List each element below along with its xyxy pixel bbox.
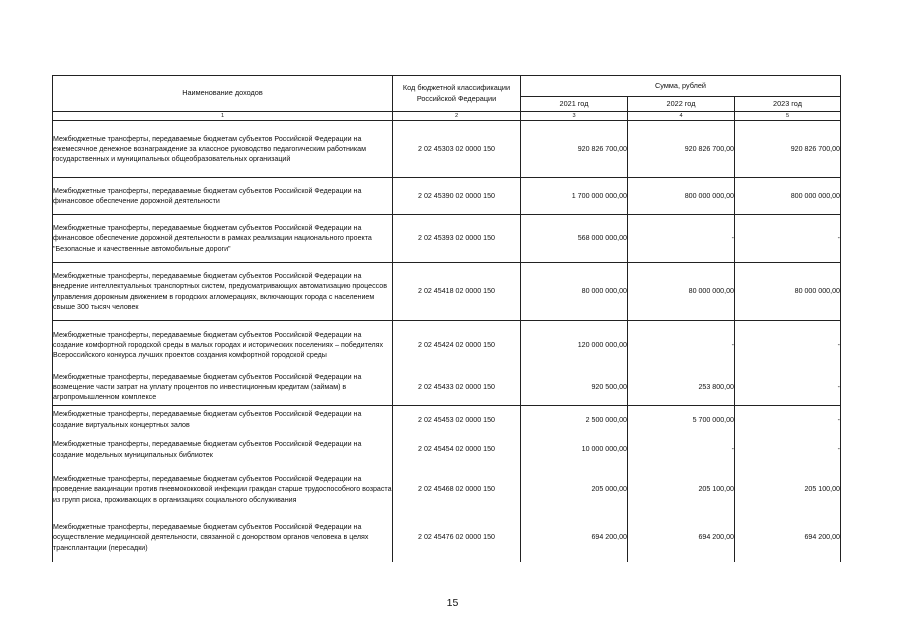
row-sum-2021: 80 000 000,00 [521, 263, 628, 321]
row-sum-2023: - [735, 321, 841, 370]
header-name: Наименование доходов [53, 76, 393, 112]
table-row [53, 466, 841, 514]
table-row [53, 178, 841, 215]
row-sum-2021: 1 700 000 000,00 [521, 178, 628, 215]
row-code: 2 02 45424 02 0000 150 [393, 321, 521, 370]
row-sum-2023: - [735, 370, 841, 406]
row-sum-2022: 920 826 700,00 [628, 121, 735, 178]
column-number-row [53, 112, 841, 121]
row-code: 2 02 45390 02 0000 150 [393, 178, 521, 215]
row-code: 2 02 45476 02 0000 150 [393, 514, 521, 562]
column-number-2: 2 [393, 112, 521, 121]
row-sum-2022: - [628, 434, 735, 466]
row-sum-2021: 120 000 000,00 [521, 321, 628, 370]
row-sum-2021: 920 500,00 [521, 370, 628, 406]
row-code: 2 02 45433 02 0000 150 [393, 370, 521, 406]
table-row [53, 121, 841, 178]
row-sum-2023: - [735, 434, 841, 466]
header-sum: Сумма, рублей [521, 76, 841, 97]
row-name: Межбюджетные трансферты, передаваемые бюджетам субъектов Российской Федерации на проведение вакцинации против пневмококковой инфекции граждан старше трудоспособного возраста из групп риска, проживающих в организациях социального обслуживания [53, 466, 393, 514]
row-sum-2022: 80 000 000,00 [628, 263, 735, 321]
table-row [53, 514, 841, 562]
row-sum-2021: 568 000 000,00 [521, 215, 628, 263]
row-name: Межбюджетные трансферты, передаваемые бюджетам субъектов Российской Федерации на создание виртуальных концертных залов [53, 406, 393, 434]
row-sum-2023: 205 100,00 [735, 466, 841, 514]
row-code: 2 02 45453 02 0000 150 [393, 406, 521, 434]
row-sum-2023: 920 826 700,00 [735, 121, 841, 178]
column-number-3: 3 [521, 112, 628, 121]
row-sum-2022: 253 800,00 [628, 370, 735, 406]
row-sum-2023: - [735, 215, 841, 263]
row-code: 2 02 45454 02 0000 150 [393, 434, 521, 466]
row-sum-2022: - [628, 321, 735, 370]
row-name: Межбюджетные трансферты, передаваемые бюджетам субъектов Российской Федерации на финансовое обеспечение дорожной деятельности [53, 178, 393, 215]
row-name: Межбюджетные трансферты, передаваемые бюджетам субъектов Российской Федерации на создание модельных муниципальных библиотек [53, 434, 393, 466]
column-number-1: 1 [53, 112, 393, 121]
header-year-2021: 2021 год [521, 97, 628, 112]
row-sum-2021: 205 000,00 [521, 466, 628, 514]
header-code: Код бюджетной классификации Российской Федерации [393, 76, 521, 112]
table-row [53, 215, 841, 263]
header-row-1 [53, 76, 841, 97]
row-sum-2022: 800 000 000,00 [628, 178, 735, 215]
table-row [53, 321, 841, 370]
header-year-2023: 2023 год [735, 97, 841, 112]
row-sum-2022: - [628, 215, 735, 263]
row-name: Межбюджетные трансферты, передаваемые бюджетам субъектов Российской Федерации на создание комфортной городской среды в малых городах и исторических поселениях – победителях Всероссийского конкурса лучших проектов создания комфортной городской среды [53, 321, 393, 370]
row-sum-2021: 2 500 000,00 [521, 406, 628, 434]
row-sum-2021: 694 200,00 [521, 514, 628, 562]
revenue-table [52, 75, 841, 562]
row-sum-2021: 920 826 700,00 [521, 121, 628, 178]
header-year-2022: 2022 год [628, 97, 735, 112]
row-code: 2 02 45303 02 0000 150 [393, 121, 521, 178]
table-row [53, 370, 841, 406]
page-number: 15 [446, 597, 459, 609]
row-sum-2022: 694 200,00 [628, 514, 735, 562]
row-name: Межбюджетные трансферты, передаваемые бюджетам субъектов Российской Федерации на возмещение части затрат на уплату процентов по инвестиционным кредитам (займам) в агропромышленном комплексе [53, 370, 393, 406]
row-sum-2023: 80 000 000,00 [735, 263, 841, 321]
row-code: 2 02 45393 02 0000 150 [393, 215, 521, 263]
table-row [53, 406, 841, 434]
row-sum-2023: - [735, 406, 841, 434]
table-row [53, 263, 841, 321]
table-row [53, 434, 841, 466]
row-sum-2023: 694 200,00 [735, 514, 841, 562]
row-sum-2022: 205 100,00 [628, 466, 735, 514]
row-name: Межбюджетные трансферты, передаваемые бюджетам субъектов Российской Федерации на ежемесячное денежное вознаграждение за классное руководство педагогическим работникам государственных и муниципальных общеобразовательных организаций [53, 121, 393, 178]
column-number-5: 5 [735, 112, 841, 121]
row-sum-2023: 800 000 000,00 [735, 178, 841, 215]
row-name: Межбюджетные трансферты, передаваемые бюджетам субъектов Российской Федерации на финансовое обеспечение дорожной деятельности в рамках реализации национального проекта "Безопасные и качественные автомобильные дороги" [53, 215, 393, 263]
row-name: Межбюджетные трансферты, передаваемые бюджетам субъектов Российской Федерации на осуществление медицинской деятельности, связанной с донорством органов человека в целях трансплантации (пересадки) [53, 514, 393, 562]
row-sum-2021: 10 000 000,00 [521, 434, 628, 466]
row-code: 2 02 45468 02 0000 150 [393, 466, 521, 514]
column-number-4: 4 [628, 112, 735, 121]
row-code: 2 02 45418 02 0000 150 [393, 263, 521, 321]
row-name: Межбюджетные трансферты, передаваемые бюджетам субъектов Российской Федерации на внедрение интеллектуальных транспортных систем, предусматривающих автоматизацию процессов управления дорожным движением в городских агломерациях, включающих города с населением свыше 300 тысяч человек [53, 263, 393, 321]
row-sum-2022: 5 700 000,00 [628, 406, 735, 434]
